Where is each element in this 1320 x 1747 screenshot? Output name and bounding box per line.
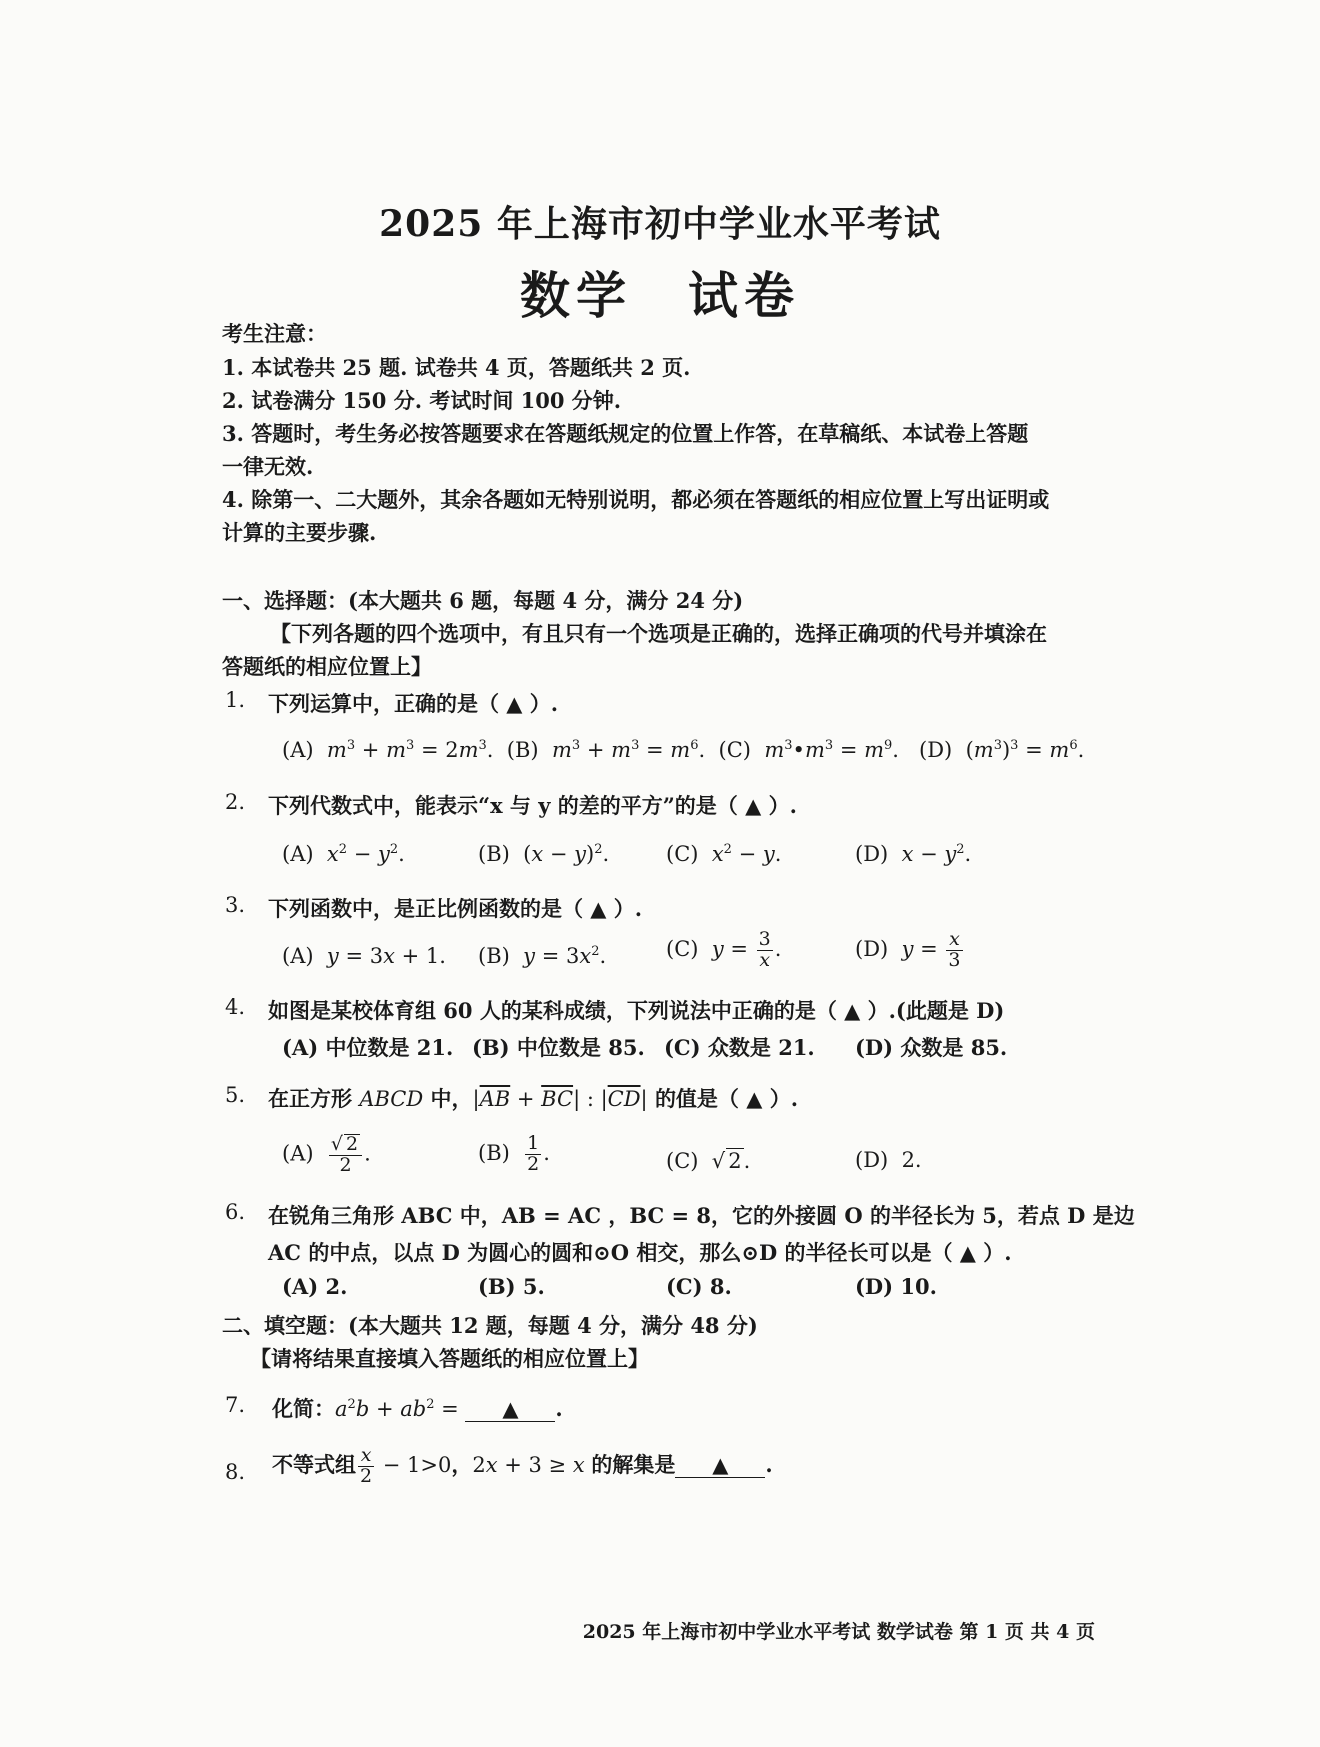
q5-option-d: (D) 2. — [855, 1148, 922, 1172]
answer-blank[interactable]: ▲ — [465, 1396, 555, 1422]
q5-stem-part: 中， — [430, 1086, 473, 1111]
question-number: 4. — [225, 995, 246, 1019]
q5-stem-part: 的值是（ ▲ ）. — [654, 1086, 799, 1111]
q1-options: (A) $m^3 + m^3 = 2m^3$. (B) $m^3 + m^3 = m^6$. (C) $m^3•m^3 = m^9$. (D) $(m^3)^3 = m^6$. — [282, 738, 1085, 762]
section1-instruction: 答题纸的相应位置上】 — [222, 654, 432, 679]
exam-title: 2025 年上海市初中学业水平考试 — [379, 203, 941, 245]
notice-item: 一律无效. — [222, 454, 314, 479]
section2-heading: 二、填空题：(本大题共 12 题，每题 4 分，满分 48 分) — [222, 1313, 758, 1338]
q5-option-c: (C) √ 2. — [666, 1149, 751, 1173]
q6-option-d: (D) 10. — [855, 1274, 937, 1299]
q2-option-c: (C) $x^2 - y$. — [666, 842, 782, 866]
paper-title: 数学 试卷 — [520, 266, 800, 325]
section2-instruction: 【请将结果直接填入答题纸的相应位置上】 — [250, 1346, 649, 1371]
notice-item: 计算的主要步骤. — [222, 520, 377, 545]
question-stem: 下列运算中，正确的是（ ▲ ）. — [268, 691, 559, 716]
q4-option-c: (C) 众数是 21. — [664, 1035, 815, 1060]
section1-heading: 一、选择题：(本大题共 6 题，每题 4 分，满分 24 分) — [222, 588, 744, 613]
q2-option-d: (D) $x - y^2$. — [855, 842, 972, 866]
q8-label: 不等式组 — [272, 1451, 356, 1477]
question-stem: 在正方形 ABCD 中，$|\overline{AB} + \overline{BC}|$ : $|\overline{CD}|$ 的值是（ ▲ ）. — [268, 1086, 799, 1111]
question-stem: 下列函数中，是正比例函数的是（ ▲ ）. — [268, 896, 643, 921]
question-stem: 在锐角三角形 ABC 中，AB = AC ，BC = 8，它的外接圆 O 的半径长为 5，若点 D 是边 — [268, 1203, 1135, 1228]
question-number: 8. — [225, 1460, 246, 1484]
question-stem: 下列代数式中，能表示“x 与 y 的差的平方”的是（ ▲ ）. — [268, 793, 797, 818]
question-number: 5. — [225, 1083, 246, 1107]
q3-option-a: (A) y = 3x + 1. — [282, 944, 446, 968]
q5-stem-part: 在正方形 — [268, 1086, 352, 1111]
q3-option-d: (D) y = $\frac{x}{3}$ — [855, 928, 961, 971]
q5-option-b: (B) $\frac{1}{2}$ . — [478, 1132, 550, 1175]
answer-blank[interactable]: ▲ — [675, 1452, 765, 1478]
question-number: 2. — [225, 790, 246, 814]
notice-item: 1. 本试卷共 25 题. 试卷共 4 页，答题纸共 2 页. — [222, 355, 691, 380]
q5-option-a: (A) $\frac{√ 2}{2}$ . — [282, 1133, 371, 1176]
q6-option-a: (A) 2. — [282, 1274, 348, 1299]
q6-option-b: (B) 5. — [478, 1274, 545, 1299]
question-stem: 不等式组 $\frac{x}{2}$ − 1>0，2x + 3 ≥ x 的解集是 ▲ . — [272, 1444, 773, 1487]
question-stem: AC 的中点，以点 D 为圆心的圆和⊙O 相交，那么⊙D 的半径长可以是（ ▲ ）. — [268, 1240, 1012, 1265]
q7-label: 化简： — [272, 1396, 335, 1421]
q6-option-c: (C) 8. — [666, 1274, 732, 1299]
section1-instruction: 【下列各题的四个选项中，有且只有一个选项是正确的，选择正确项的代号并填涂在 — [270, 621, 1047, 646]
q3-option-b: (B) $y = 3x^2$. — [478, 944, 607, 968]
q2-option-b: (B) $(x - y)^2$. — [478, 842, 610, 866]
question-number: 6. — [225, 1200, 246, 1224]
question-number: 3. — [225, 893, 246, 917]
question-stem: 化简：$a^2b + ab^2$ = ▲ . — [272, 1396, 563, 1421]
notice-heading: 考生注意： — [222, 321, 327, 346]
q2-option-a: (A) $x^2 - y^2$. — [282, 842, 405, 866]
question-stem: 如图是某校体育组 60 人的某科成绩，下列说法中正确的是（ ▲ ）.(此题是 D) — [268, 998, 1005, 1023]
q8-separator: ， — [451, 1451, 473, 1477]
page-footer: 2025 年上海市初中学业水平考试 数学试卷 第 1 页 共 4 页 — [582, 1621, 1095, 1643]
notice-item: 4. 除第一、二大题外，其余各题如无特别说明，都必须在答题纸的相应位置上写出证明或 — [222, 487, 1050, 512]
notice-item: 2. 试卷满分 150 分. 考试时间 100 分钟. — [222, 388, 622, 413]
question-number: 7. — [225, 1393, 246, 1417]
q4-option-a: (A) 中位数是 21. — [282, 1035, 454, 1060]
q3-option-c: (C) y = $\frac{3}{x}$ . — [666, 928, 782, 971]
q8-tail: 的解集是 — [591, 1451, 676, 1477]
q4-option-d: (D) 众数是 85. — [855, 1035, 1008, 1060]
notice-item: 3. 答题时，考生务必按答题要求在答题纸规定的位置上作答，在草稿纸、本试卷上答题 — [222, 421, 1029, 446]
q4-option-b: (B) 中位数是 85. — [472, 1035, 645, 1060]
question-number: 1. — [225, 688, 246, 712]
